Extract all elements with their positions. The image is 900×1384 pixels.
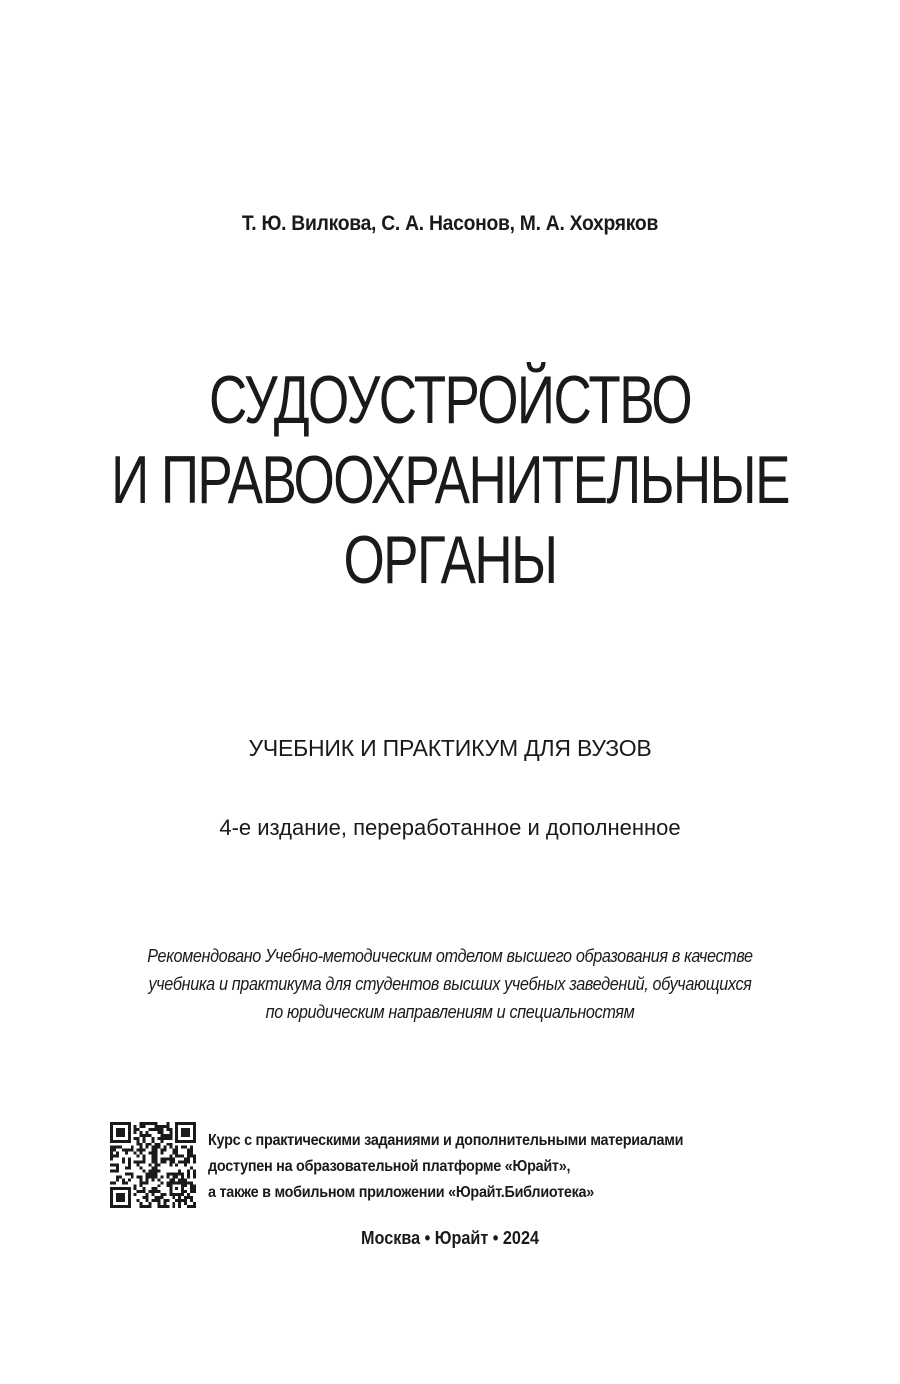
authors: Т. Ю. Вилкова, С. А. Насонов, М. А. Хохряков — [241, 212, 659, 235]
recommendation-line-2: учебника и практикума для студентов высших учебных заведений, обучающихся — [148, 974, 752, 994]
course-info-line-3: а также в мобильном приложении «Юрайт.Библиотека» — [208, 1184, 595, 1201]
book-title — [99, 360, 801, 600]
recommendation-note — [45, 942, 855, 1026]
course-info — [208, 1128, 766, 1206]
title-line-3: ОРГАНЫ — [343, 522, 557, 598]
recommendation-line-3: по юридическим направлениям и специальностям — [265, 1002, 635, 1022]
course-info-line-1: Курс с практическими заданиями и дополнительными материалами — [208, 1132, 684, 1149]
recommendation-line-1: Рекомендовано Учебно-методическим отделом высшего образования в качестве — [147, 946, 753, 966]
qr-code-icon[interactable] — [110, 1122, 196, 1208]
edition-note: 4-е издание, переработанное и дополненное — [219, 815, 681, 840]
title-line-1: СУДОУСТРОЙСТВО — [208, 362, 692, 438]
course-info-line-2: доступен на образовательной платформе «Юрайт», — [208, 1158, 571, 1175]
publisher-imprint: Москва • Юрайт • 2024 — [361, 1228, 539, 1248]
title-line-2: И ПРАВООХРАНИТЕЛЬНЫЕ — [111, 442, 789, 518]
book-subtitle: УЧЕБНИК И ПРАКТИКУМ ДЛЯ ВУЗОВ — [248, 735, 652, 761]
